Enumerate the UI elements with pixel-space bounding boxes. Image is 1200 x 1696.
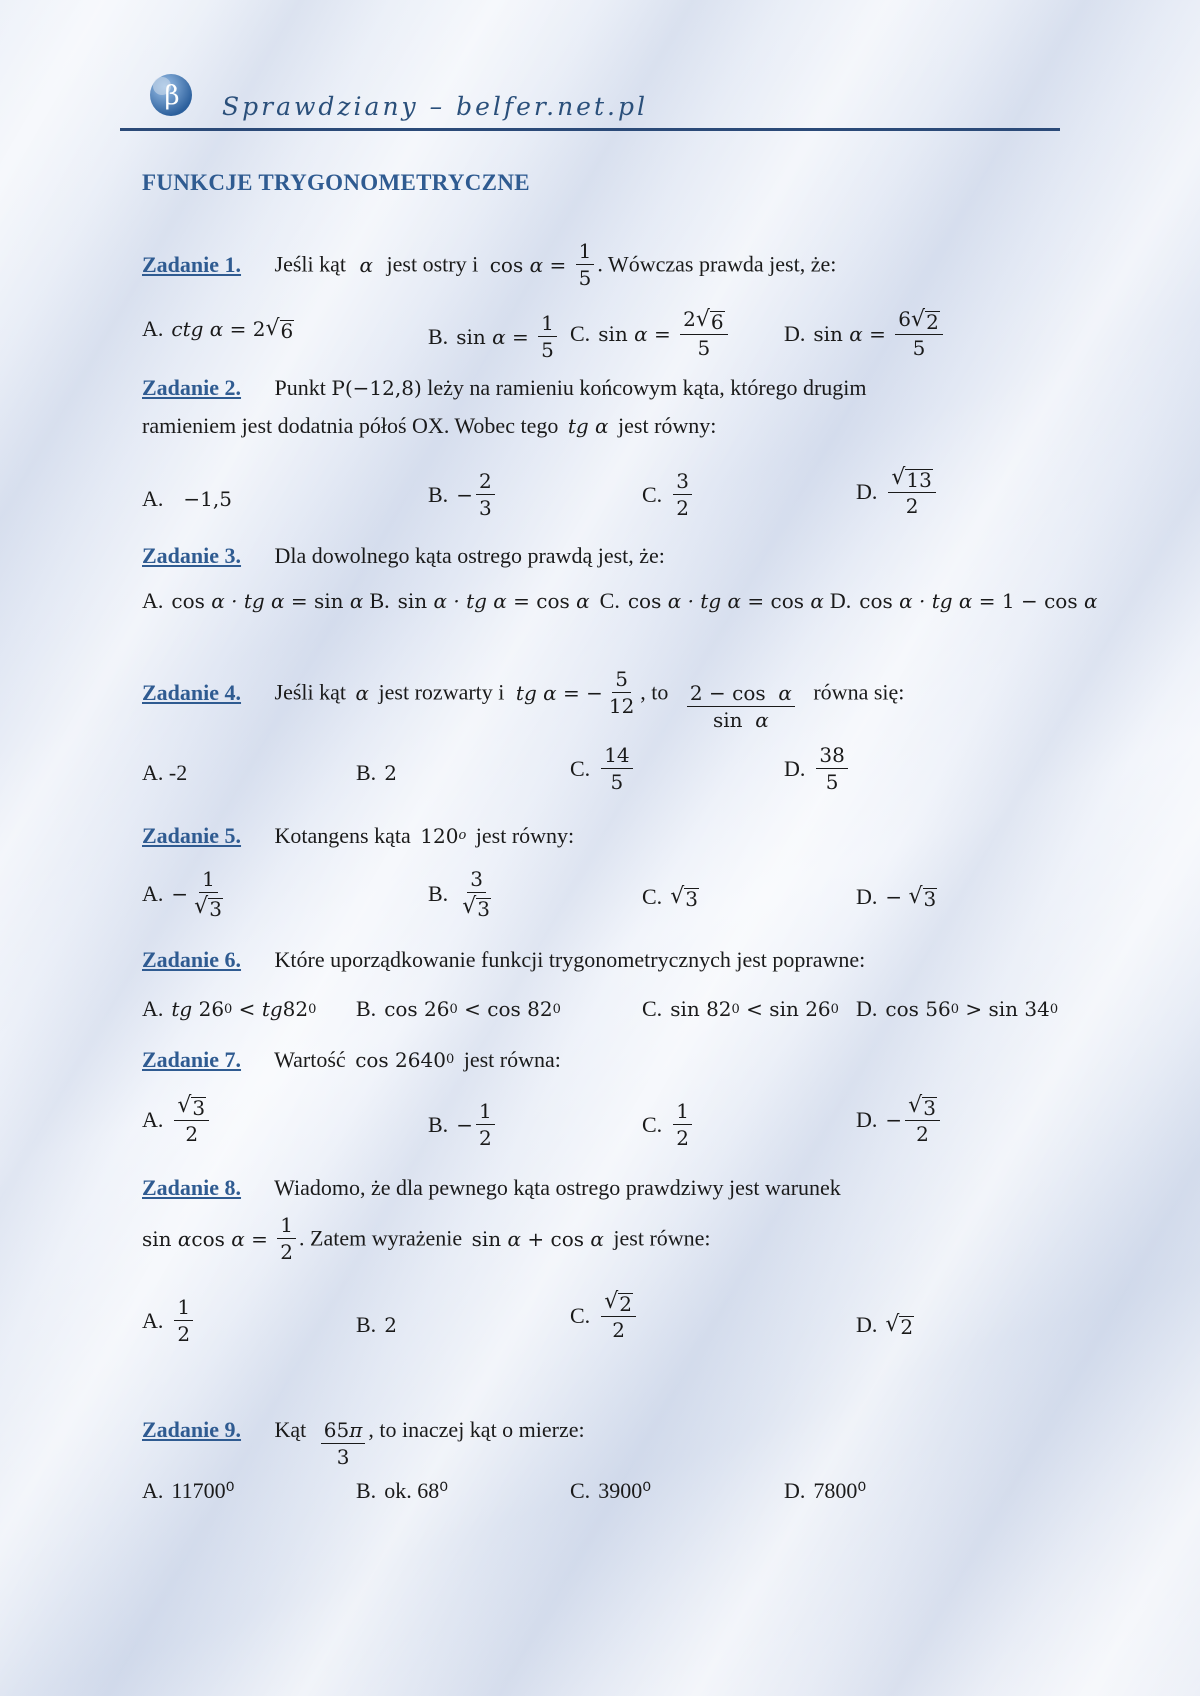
beta-logo [148, 72, 194, 118]
task-8-answer-c[interactable]: C. √ 2 2 [570, 1290, 639, 1341]
task-5-answer-c[interactable]: C. √ 3 [642, 883, 698, 911]
task-6-answer-b[interactable]: B. cos 26 0 < cos 82 0 [356, 996, 561, 1021]
task-8-answer-b[interactable]: B. 2 [356, 1312, 397, 1337]
task-6-answer-c[interactable]: C. sin 82 0 < sin 26 0 [642, 996, 839, 1021]
task-1-answer-d[interactable]: D. sin α = 6 √ 2 5 [784, 308, 946, 359]
task-8-question-cont: sin α cos α = $\frac{1}{2}$ . Zatem wyrażenie sin α + cos α jest równe: [142, 1213, 711, 1264]
task-9-answer-a[interactable]: A. 11700⁰ [142, 1478, 235, 1503]
task-4-answer-d[interactable]: D. $\frac{38}{5}$ [784, 744, 851, 793]
task-8-answer-a[interactable]: A. $\frac{1}{2}$ [142, 1296, 196, 1345]
task-1-question: Zadanie 1. Jeśli kąt α jest ostry i cos α = $\frac{1}{5}$ . Wówczas prawda jest, że: [142, 239, 837, 290]
task-1-answer-b[interactable]: B. sin α = $\frac{1}{5}$ [428, 312, 560, 361]
task-4-question: Zadanie 4. Jeśli kąt α jest rozwarty i tg α = − $\frac{5}{12}$ , to $\frac{\text{2 − cos α}}{\text{sin α}}$ równa się: [142, 667, 905, 732]
task-7-answer-a[interactable]: A. √ 3 2 [142, 1094, 212, 1145]
task-7-question: Zadanie 7. Wartość cos 2640 0 jest równa: [142, 1047, 561, 1072]
header-rule [120, 128, 1060, 131]
task-5-answer-d[interactable]: D. − √ 3 [856, 883, 937, 911]
task-1-answer-c[interactable]: C. sin α = 2 √ 6 5 [570, 308, 731, 359]
site-name: Sprawdziany – belfer.net.pl [222, 92, 648, 121]
task-4-answer-c[interactable]: C. $\frac{14}{5}$ [570, 744, 636, 793]
task-8-question: Zadanie 8. Wiadomo, że dla pewnego kąta ostrego prawdziwy jest warunek [142, 1175, 841, 1200]
task-3-question: Zadanie 3. Dla dowolnego kąta ostrego prawdą jest, że: [142, 543, 665, 568]
task-7-answer-d[interactable]: D. − √ 3 2 [856, 1094, 943, 1145]
task-2-answer-d[interactable]: D. √ 13 2 [856, 466, 939, 517]
task-5-question: Zadanie 5. Kotangens kąta 120 o jest równy: [142, 823, 575, 848]
page-header [120, 70, 1060, 132]
task-8-answer-d[interactable]: D. √ 2 [856, 1311, 914, 1339]
task-5-answer-b[interactable]: B. 3 √ 3 [428, 867, 490, 921]
task-6-answer-a[interactable]: A. tg 26 0 < tg 82 0 [142, 996, 317, 1021]
task-9-answer-c[interactable]: C. 3900⁰ [570, 1478, 652, 1503]
task-label: Zadanie 1. [142, 251, 242, 277]
svg-text:β: β [164, 81, 180, 111]
task-3-answers[interactable]: A. cos α · tg α = sin α B. sin α · tg α = cos α C. cos α · tg α = cos α D. cos α · tg α = 1 − cos α [142, 588, 1098, 613]
page-title: FUNKCJE TRYGONOMETRYCZNE [142, 170, 530, 195]
task-4-answer-b[interactable]: B. 2 [356, 760, 397, 785]
task-1-answer-a[interactable]: A. ctg α = 2 √ 6 [142, 315, 294, 343]
task-2-question-cont: ramieniem jest dodatnia półoś OX. Wobec tego tg α jest równy: [142, 413, 717, 438]
task-2-answer-c[interactable]: C. $\frac{3}{2}$ [642, 470, 695, 519]
task-2-answer-a[interactable]: A. −1,5 [142, 486, 232, 511]
task-7-answer-b[interactable]: B. − $\frac{1}{2}$ [428, 1100, 498, 1149]
task-2-answer-b[interactable]: B. − $\frac{2}{3}$ [428, 470, 498, 519]
task-5-answer-a[interactable]: A. − 1 √ 3 [142, 867, 222, 921]
task-6-answer-d[interactable]: D. cos 56 0 > sin 34 0 [856, 996, 1059, 1021]
task-9-answer-b[interactable]: B. ok. 68⁰ [356, 1478, 449, 1503]
task-6-question: Zadanie 6. Które uporządkowanie funkcji trygonometrycznych jest poprawne: [142, 947, 866, 972]
task-2-question: Zadanie 2. Punkt P(−12,8) leży na ramieniu końcowym kąta, którego drugim [142, 375, 867, 400]
task-4-answer-a[interactable]: A. -2 [142, 760, 188, 785]
task-9-question: Zadanie 9. Kąt $\frac{65\pi}{3}$ , to inaczej kąt o mierze: [142, 1417, 585, 1469]
task-9-answer-d[interactable]: D. 7800⁰ [784, 1478, 867, 1503]
task-7-answer-c[interactable]: C. $\frac{1}{2}$ [642, 1100, 695, 1149]
